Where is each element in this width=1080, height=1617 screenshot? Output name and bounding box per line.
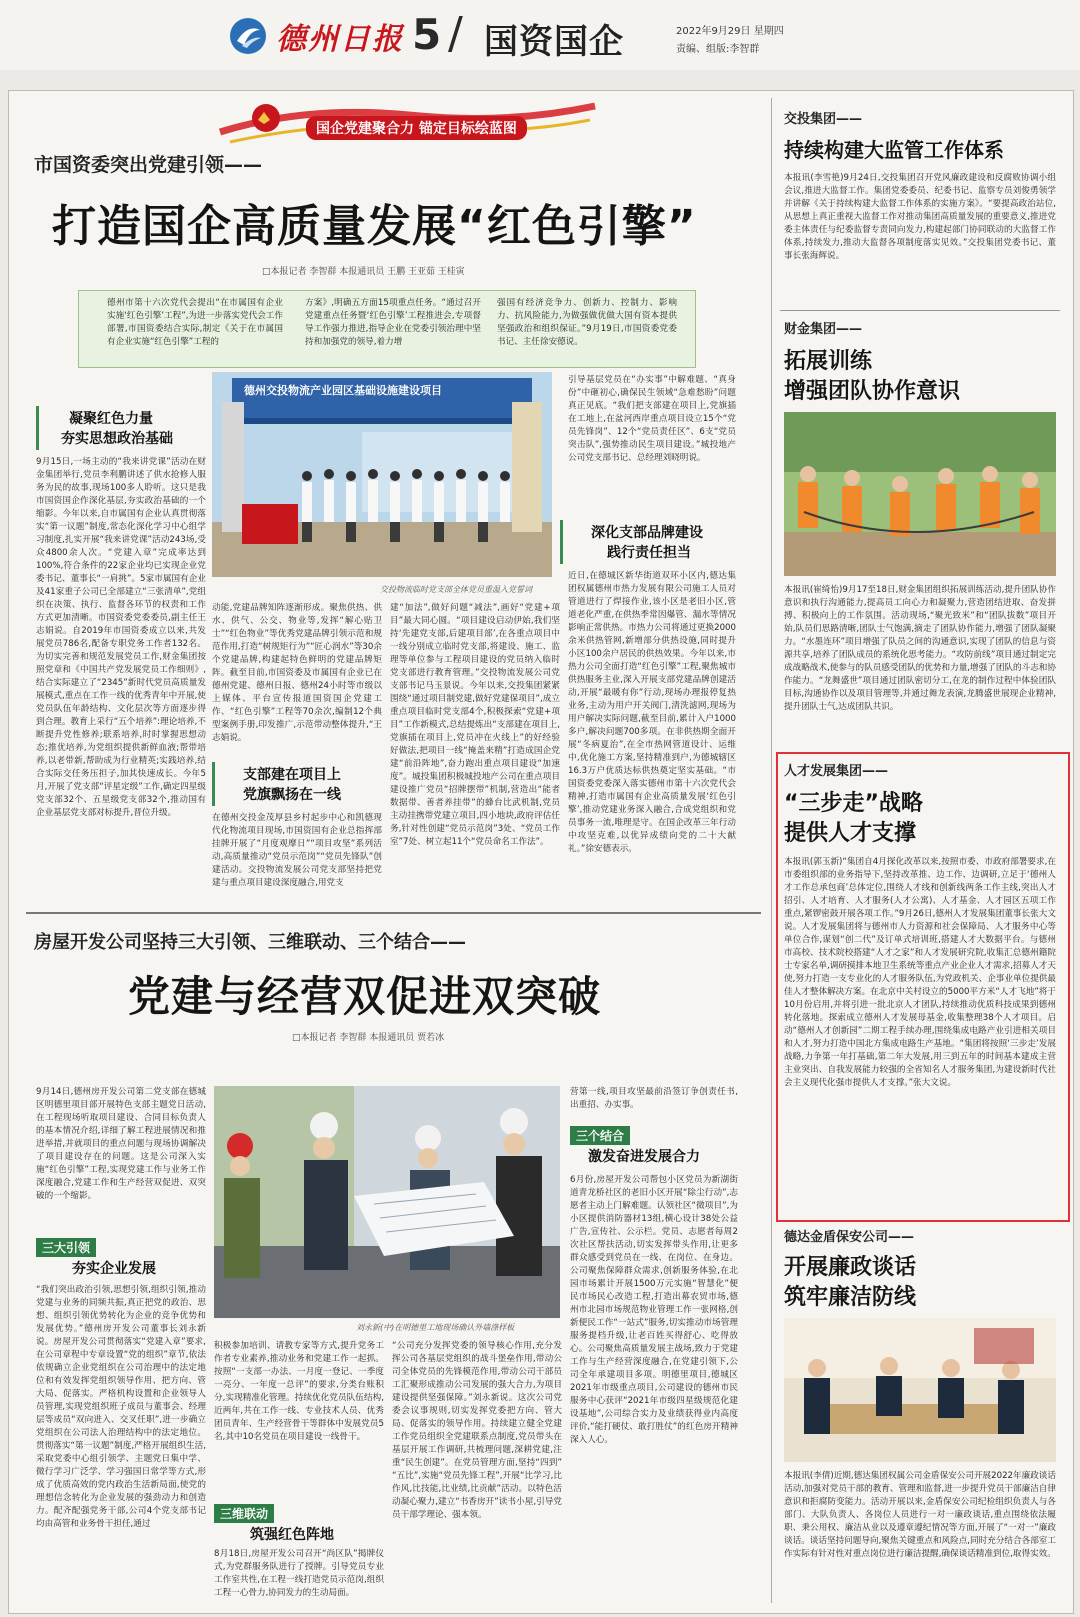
lead-sub3-line1: 深化支部品牌建设 [591, 525, 703, 541]
article2-kicker: 房屋开发公司坚持三大引领、三维联动、三个结合—— [34, 932, 466, 953]
editor-line: 责编、组版:李智群 [676, 44, 760, 55]
lead-col2-text-b: 在德州交投金茂厚县乡村起步中心和凯德现代化物流项目现场,市国资国有企业总指挥部挂牌开展了“月度观摩日”“项目攻坚”系列活动,高质量推动“党员示范岗”“党员先锋队”创建活动。交投物流发展公司党支部坚持把党建与重点项目建设深度融合,用党支 [212, 813, 382, 888]
article-divider [26, 912, 761, 914]
sidebar2-kicker: 财金集团—— [784, 322, 863, 337]
lead-intro-box [78, 290, 696, 368]
sidebar4-photo [784, 1318, 1056, 1462]
lead-col4-text: 引导基层党员在“办实事”中解难题、“真身份”中砸初心,确保民生领域“急难愁盼”问题真正见底。“我们把支部建在项目上,党旗插在工地上,在盆河西岸重点项目设立15个“党员先锋岗”、12个“党员责任区”、6支“党员突击队”,强势推动民生项目建设。”城投地产公司党支部书记、总经理刘晓明说。 [568, 375, 736, 463]
sidebar4-text: 本报讯(李倩)近期,德达集团权属公司金盾保安公司开展2022年廉政谈话活动,加强对党员干部的教育、管理和监督,进一步提升党员干部廉洁自律意识和拒腐防变能力。活动开展以来,金盾保安公司纪检组织负责人与各部门、大队负责人、各岗位人员进行一对一廉政谈话,重点围绕依法履职、秉公用权、廉洁从业以及遵章遵纪情况等方面,开展了“一对一”廉政谈话。谈话坚持问题导向,聚焦关键重点和风险点,同时充分结合各部室工作实际有针对性对重点岗位进行廉洁提醒,确保谈话精准到位,取得实效。 [784, 1471, 1056, 1559]
sidebar2-headline1: 拓展训练 [784, 349, 873, 374]
article2-col2-text: 积极参加培训、请教专家等方式,提升党务工作者专业素养,推动业务和党建工作一起抓。按照“一支部一办法、一月度一登记、一季度一亮分、一年度一总评”的要求,分类台账积分,实现精准化管理。持续优化党员队伍结构,近两年,共在工作一线、专业技术人员、优秀团员青年、生产经营骨干等群体中发展党员5名,其中10名党员在项目建设一线骨干。 [214, 1341, 384, 1442]
article2-col2-text-b: 8月18日,房屋开发公司召开“尚区队”揭牌仪式,为党群服务队进行了授牌。引导党员专业工作室共性,在工程一线打造党员示范岗,组织工程一心骨力,协同发力的生动局面。 [214, 1549, 384, 1598]
lead-sub3-line2: 践行责任担当 [607, 545, 691, 561]
article2-col4-text-b: 6月份,房屋开发公司帮包小区党员为新湖街道青龙桥社区的老旧小区开展“除尘行动”,志愿者主动上门解难题。认领社区“微项目”,为小区提供消防器材13组,横心设计38处公益广告,宣传社、公示栏。党员、志愿者每周2次社区帮扶活动,切实发挥带头作用,让更多群众感受到党员在一线、在岗位、在身边。公司聚焦保障群众需求,创新服务体验,在北园市场累计开展1500万元实施“智慧化”便民市场民心改造工程,打造出幕农贸市场,德州市北园市场规范物业管理工作一张网格,创新便民工作“一站式”服务,切实推动市场管理服务提档升级,让老百姓买得舒心、吃得放心。公司聚焦高质量发展主战场,致力于党建工作与生产经营深度融合,在党建引领下,公司全年承建项目多项。明德里项目,德城区2021年市级重点项目,公司建设的德州市民服务中心获评“2021年市级四星级规范化建设基地”,公司综合实力及业绩获得业内高度评价,“能打硬仗、敢打胜仗”的红色房开精神深入人心。 [570, 1175, 738, 1445]
article2-byline: □本报记者 李智群 本报通讯员 贾若冰 [292, 1033, 445, 1043]
article2-sub2 [214, 1504, 384, 1544]
article2-col1-text: 9月14日,德州房开发公司第二党支部在德城区明德里项目部开展特色支部主题党日活动,在工程现场听取项目建设、合同目标负责人的基本情况介绍,详细了解工程进展情况和推进举措,并就项目的重点问题与现场协调解决了项目建设存在的问题。这是公司深入实施“红色引擎”工程,实现党建工作与业务工作深度融合,党建工作和生产经营双促进、双突破的一个缩影。 [36, 1087, 206, 1201]
article2-sub3-line: 激发奋进发展合力 [588, 1149, 700, 1165]
lead-intro-col3: 强国有经济竞争力、创新力、控制力、影响力、抗风险能力,为做强做优做大国有资本提供坚强政治和组织保证。”9月19日,市国资委党委书记、主任徐安德说。 [497, 298, 677, 347]
lead-sub3 [560, 520, 738, 564]
lead-col1-text: 9月15日,一场主动的“我来讲党课”活动在财金集团举行,党员李利鹏讲述了供水抢修人服务为民的故事,现场100多人聆听。这只是我市国资国企作深化基层,夯实政治基础的一个缩影。今年以来,自市属国有企业认真贯彻落实“第一议题”制度,常态化深化学习中心组学习制度,扎实开展“我来讲党课”活动243场,受众4800余人次。“党建入章”完成率达到100%,符合条件的22家企业均已实现企业党委书记、董事长“一肩挑”。5家市属国有企业及41家重子公司已全部建立“三张清单”,党组织在决策、执行、监督各环节的权责和工作方式更加清晰。市国资委党委委员,副主任王志娟说。自2019年市国资委成立以来,共发展党员786名,配备专职党务工作者132名。为切实完善和规范发展党员工作,财金集团按照党章和《中国共产党发展党员工作细则》,结合实际建立了“2345”新时代党员高质量发展模式,重点在工作一线的优秀青年中开展,使党员队伍年龄结构、文化层次等方面逐步得到合理。教育上采行“五个培养”:理论培养,不断提升党性修养;联系培养,时时掌握思想动态;推优培养,为党组织提供新鲜血液;帮带培养,以老带新,帮助成为行业精英;实践培养,结合实际交任务压担子,加其快速成长。今年5月,开展了党支部“评星定级”工作,确定四星级党支部32个、五星级党支部32个,推动国有企业基层党支部对标提升,晋位升级。 [36, 457, 206, 818]
sidebar2-photo [784, 412, 1056, 576]
sidebar4-headline1: 开展廉政谈话 [784, 1255, 917, 1280]
article2-sub3-tag: 三个结合 [570, 1126, 630, 1145]
lead-headline: 打造国企高质量发展“红色引擎” [52, 201, 697, 252]
lead-sub2 [212, 762, 385, 806]
sidebar1-text: 本报讯(李雪艳)9月24日,交投集团召开党风廉政建设和反腐败协调小组会议,推进大监督工作。集团党委委员、纪委书记、监察专员刘俊勇领学并讲解《关于持续构建大监督工作体系的实施方案》。“要提高政治站位,从思想上真正重视大监督工作对推动集团高质量发展的重要意义,推进党委主体责任与纪委监督专责同向发力,构建起部门协同联动的大监督工作体系,持续发力,推动大监督各项制度落实见效。”交投集团党委书记、董事长张海辉说。 [784, 173, 1056, 261]
lead-kicker: 市国资委突出党建引领—— [34, 154, 263, 176]
section-title: 国资国企 [484, 22, 624, 62]
article2-headline: 党建与经营双促进双突破 [128, 972, 602, 1021]
lead-sub2-line2: 党旗飘扬在一线 [243, 787, 341, 803]
lead-sub1-line2: 夯实思想政治基础 [61, 431, 173, 447]
lead-photo [212, 372, 552, 577]
sidebar-rule-1 [780, 310, 1060, 311]
sidebar3-headline2: 提供人才支撑 [784, 821, 917, 846]
masthead [0, 0, 1080, 70]
article2-col3-text: “公司充分发挥党委的领导核心作用,充分发挥公司各基层党组织的战斗堡垒作用,带动公司全体党员的先锋模范作用,带动公司干部员工汇聚形成推动公司发展的强大合力,为项目建设提供坚强保障。”刘永新说。这次公司党委会议事规则,切实发挥党委把方向、管大局、促落实的领导作用。持续建立健全党建工作党员组织全党建联系点制度,党员带头在基层开展工作调研,共梳理问题,深耕党建,注重“民生创建”。在党员管理方面,坚持“四到” “五比”,实施“党员先锋工程”,开展“比学习,比作风,比技能,比业绩,比贡献”活动。以特色活动凝心聚力,建立“书香房开”读书小屋,引导党员干部学理论、强本领。 [392, 1341, 562, 1520]
article2-photo [214, 1086, 560, 1318]
lead-sub2-line1: 支部建在项目上 [243, 767, 341, 783]
lead-col3-text: 建“加法”,做好问题“减法”,画好“党建+项目”最大同心圆。“项目建设启动伊始,我们坚持‘先建党支部,后建项目部’,在各重点项目中一线分别成立临时党支部,将建设、施工、监理等单位参与工程项目建设的党员纳入临时党支部进行教育管理。”交投物流发展公司党支部书记马玉景说。今年以来,交投集团紧紧围绕“通过项目制党建,做好党建保项目”,成立重点项目临时党支部4个,积极探索“党建+项目”工作新模式,总结提炼出“支部建在项目上,党旗插在项目上,党员冲在火线上”的好经验好做法,把项目一线“掩盖来精”打造成国企党建“前沿阵地”,奋力跑出重点项目建设“加速度”。城投集团积极城投地产公司在重点项目建设推广党员“招牌摆带”机制,营造出“能者数据带、善者养挂带”的蜂台比武机制,党员主动挂携带党建立项目,四小地块,政府评估任务,针对性创建“党员示范岗”3处、“党员工作室”7处、树立起11个“党员命名工作法”。 [390, 603, 560, 847]
lead-photo-caption: 交投物流临时党支部全体党员重温入党誓词 [380, 585, 532, 594]
article2-photo-caption: 刘永新(中)在明德里工地现场确认外墙涤样板 [356, 1323, 515, 1332]
lead-col4-text-b: 近日,在德城区新华街道双环小区内,德达集团权属德州市热力发展有限公司施工人员对管道进行了焊接作业,该小区是老旧小区,管道老化严重,在供热季常因爆管、漏水等情况影响正常供热。市热力公司将通过更换2000余米供热管网,新增部分供热设施,同时提升小区100余户居民的供热效果。今年以来,市热力公司全面打造“红色引擎”工程,聚焦城市供热服务主业,深入开展支部党建品牌创建活动,开展“最暖有你”行动,现场办理报停复热业务,主动为用户开关阀门,清洗滤网,现场为用户解决实际问题,截至目前,累计入户1000多户,解决问题700多项。在非供热期全面开展“冬病夏治”,在全市热网管道设计、运维中,优化施工方案,坚持精准到户,为德城辖区16.3万户优质达标供热奠定坚实基础。“市国资委党委深入落实德州市第十六次党代会精神,打造市属国有企业高质量发展‘红色引擎’,推动党建业务深入融合,合成党组织和党员事务一流,唯理是守。在国企改革三年行动中攻坚克难,以优异成绩向党的二十大献礼。”徐安德表示。 [568, 571, 736, 854]
lead-intro-col1: 德州市第十六次党代会提出“在市属国有企业实施‘红色引擎’工程”,为进一步落实党代会工作部署,市国资委结合实际,制定《关于在市属国有企业实施“红色引擎”工程的 [107, 298, 283, 347]
sidebar3-headline1: “三步走”战略 [784, 791, 923, 816]
article2-sub2-tag: 三维联动 [214, 1504, 274, 1523]
lead-col2-text: 动能,党建品牌知阵逐渐形成。聚焦供热、供水、供气、公交、物业等,发挥“解心贴卫士”“红色物业”等优秀党建品牌引领示范和规范作用,打造“树规矩行为”“匠心润水”等30余个党建品牌,构建起特色鲜明的党建品牌矩阵。截至目前,市国资委及市属国有企业已在德州党建、德州日报、德州24小时等市级以上媒体、平台宣传报道国资国企党建工作、“红色引擎”工程等70余次,编制12个典型案例手册,印发推广,示范带动整体提升,“王志娟说。 [212, 603, 382, 743]
lead-sub1 [36, 406, 209, 450]
lead-byline: □本报记者 李智群 本报通讯员 王鹏 王亚茹 王桂寅 [262, 267, 465, 277]
article2-col4-text: 营第一线,项目攻坚最前沿签订争创责任书,出重招、办实事。 [570, 1087, 738, 1110]
article2-sub2-line: 筑强红色阵地 [250, 1527, 334, 1543]
page-slash: / [448, 8, 463, 59]
article2-sub1 [36, 1238, 206, 1278]
lead-sub1-line1: 凝聚红色力量 [69, 411, 153, 427]
sidebar4-kicker: 德达金盾保安公司—— [784, 1230, 915, 1245]
article2-col1-text-b: “我们突出政治引领,思想引领,组织引领,推动党建与业务的同频共振,真正把党的政治、思想、组织引领优势转化为企业的竞争优势和发展优势。”德州房开发公司董事长刘永新说。房屋开发公司贯彻落实“党建入章”要求,在公司章程中专章设置“党的组织”章节,依法依规确立企业党组织在公司治理中的法定地位和有效发挥党组织领导作用、把方向、管大局、促落实。严格机构设置和企业领导人员管理,实现党组织班子成员与董事会、经理层等成员“双向进入、交叉任职”,进一步确立党组织在公司法人治理结构中的法定地位。贯彻落实“第一议题”制度,严格开展组织生活,采取党委中心组引领学、主题党日集中学、微行学习广泛学、学习强国日常学等方式,形成了优质高效的党内政治生活新局面,使党的理想信念转化为企业发展的强劲动力和创造力。配齐配强党务干部,公司4个党支部书记均由高管和业务骨干担任,通过 [36, 1285, 206, 1529]
banner-slogan: 国企党建聚合力 锚定目标绘蓝图 [306, 116, 527, 140]
paper-name: 德州日报 [276, 22, 404, 57]
paper-logo-icon [228, 16, 268, 56]
sidebar2-headline2: 增强团队协作意识 [784, 379, 961, 404]
article2-sub3 [570, 1126, 738, 1168]
sidebar1-headline: 持续构建大监管工作体系 [784, 138, 1004, 162]
column-divider [771, 98, 772, 1603]
issue-date: 2022年9月29日 星期四 [676, 26, 784, 37]
sidebar1-kicker: 交投集团—— [784, 112, 863, 127]
sidebar3-kicker: 人才发展集团—— [784, 764, 889, 779]
sidebar4-headline2: 筑牢廉洁防线 [784, 1285, 917, 1310]
article2-sub1-line: 夯实企业发展 [72, 1261, 156, 1277]
article2-sub1-tag: 三大引领 [36, 1238, 96, 1257]
sidebar2-text: 本报讯(崔绮怡)9月17至18日,财金集团组织拓展训练活动,提升团队协作意识和执行沟通能力,提高员工向心力和凝聚力,营造团结进取、奋发拼搏、积极向上的工作氛围。活动现场,“聚光致米”和“团队拔数”项目开始,队员们思路清晰,团队士气饱满,摘走了团队协作能力,增强了团队凝聚力。“水墨连环”项目增强了队员之间的沟通意识,实现了团队的信息与资源共享,培养了团队成员的系统化思考能力。“攻防前线”项目通过制定完成战略战术,使参与的队员感受团队的优势和力量,增强了团队的斗志和协作能力。“龙舞盛世”项目通过团队密切分工,在龙的制作过程中体验团队目标,沟通协作以及项目管理等,并通过舞龙表演,龙腾盛世展现企业精神,提升团队士气,达成团队共识。 [784, 585, 1056, 712]
sidebar3-text: 本报讯(郭玉新)“集团自4月探化改革以来,按照市委、市政府部署要求,在市委组织部的业务指导下,坚持改革推、边工作、边调研,立足于‘德州人才工作总承包商’总体定位,围绕人才线和创新线两条工作主线,突出人才招引、人才培育、人才服务(人才公寓)、人才基金、人才园区五项工作重点,紧锣密鼓开展各项工作。”9月26日,德州人才发展集团董事长张大文说。人才发展集团将与德州市人力资源和社会保障局、人才服务中心等单位合作,谋划“创二代”及订单式培训班,搭建人才大数据平台。与德州市高校、技术院校搭建“人才之家”和人才发展研究院,收集汇总德州籍院士专家名单,调研摸排本地卫生系统等重点产业企业人才需求,招募人才天使,努力打造一支专业化的人才服务队伍,为党政机关、企事业单位提供最佳人才整体解决方案。在北京中关村设立的5000平方米“人才飞地”将于10月份启用,并将引进一批北京人才团队,持续推动优质科技成果到德州转化落地。探索成立德州人才发展母基金,收集整理38个人才项目。启动“德州人才创新园”二期工程手续办理,围绕集成电路产业引进相关项目和人才,努力打造中国北方集成电路生产基地。“集团将按照‘三步走’发展战略,力争第一年打基础,第二年大发展,用三到五年的时间基本建成主营主业突出、自我发展能力较强的全省知名人才服务集团,为建设新时代社会主义现代化强市提供人才支撑。”张大文说。 [784, 857, 1056, 1088]
lead-photo-sign: 德州交投物流产业园区基础设施建设项目 [244, 384, 442, 397]
lead-intro-col2: 方案》,明确五方面15项重点任务。“通过召开党建重点任务暨‘红色引擎’工程推进会,专项督导工作强力推进,指导企业在党委引领治理中坚持和加强党的领导,着力增 [305, 298, 481, 347]
page-number: 5 [412, 10, 442, 59]
